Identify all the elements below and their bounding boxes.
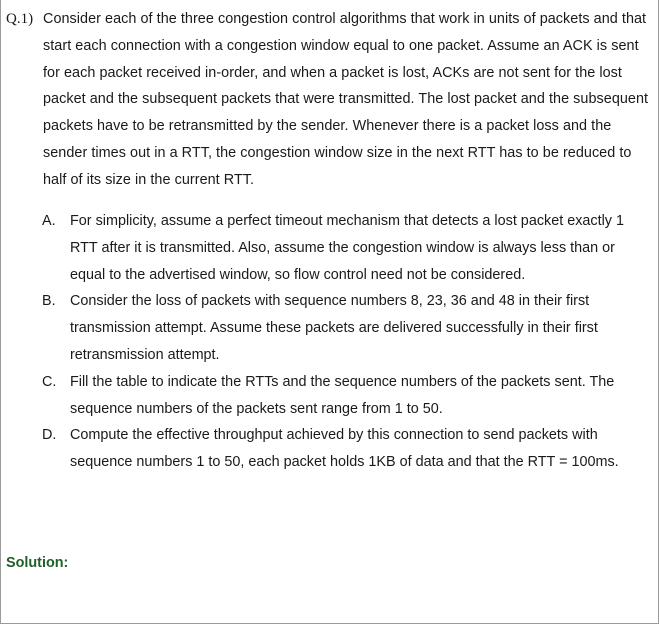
question-block [6,6,652,194]
part-a [42,208,648,288]
question-parts-list [42,208,648,476]
question-number: Q.1) [6,11,34,27]
part-c [42,369,648,423]
part-text: For simplicity, assume a perfect timeout mechanism that detects a lost packet exactly 1 RTT after it is transmitted. Also, assume the congestion window is always less than or equal to the advertised window, so flow control need not be considered. [70,213,624,283]
part-letter: B. [42,293,56,310]
part-d [42,422,648,476]
part-b [42,288,648,368]
question-text: Consider each of the three congestion control algorithms that work in units of packets and that start each connection with a congestion window equal to one packet. Assume an ACK is sent for each packet received in-order, and when a packet is lost, ACKs are not sent for the lost packet and the subsequent packets that were transmitted. The lost packet and the subsequent packets have to be retransmitted by the sender. Whenever there is a packet loss and the sender times out in a RTT, the congestion window size in the next RTT has to be reduced to half of its size in the current RTT. [43,11,649,188]
part-text: Consider the loss of packets with sequence numbers 8, 23, 36 and 48 in their first transmission attempt. Assume these packets are delivered successfully in their first retransmission attempt. [70,293,598,363]
part-letter: D. [42,427,57,444]
part-letter: A. [42,213,56,229]
part-text: Compute the effective throughput achieved by this connection to send packets with sequence numbers 1 to 50, each packet holds 1KB of data and that the RTT = 100ms. [70,427,619,471]
part-letter: C. [42,373,57,390]
solution-label: Solution: [6,555,69,571]
part-text: Fill the table to indicate the RTTs and the sequence numbers of the packets sent. The sequence numbers of the packets sent range from 1 to 50. [70,373,615,417]
